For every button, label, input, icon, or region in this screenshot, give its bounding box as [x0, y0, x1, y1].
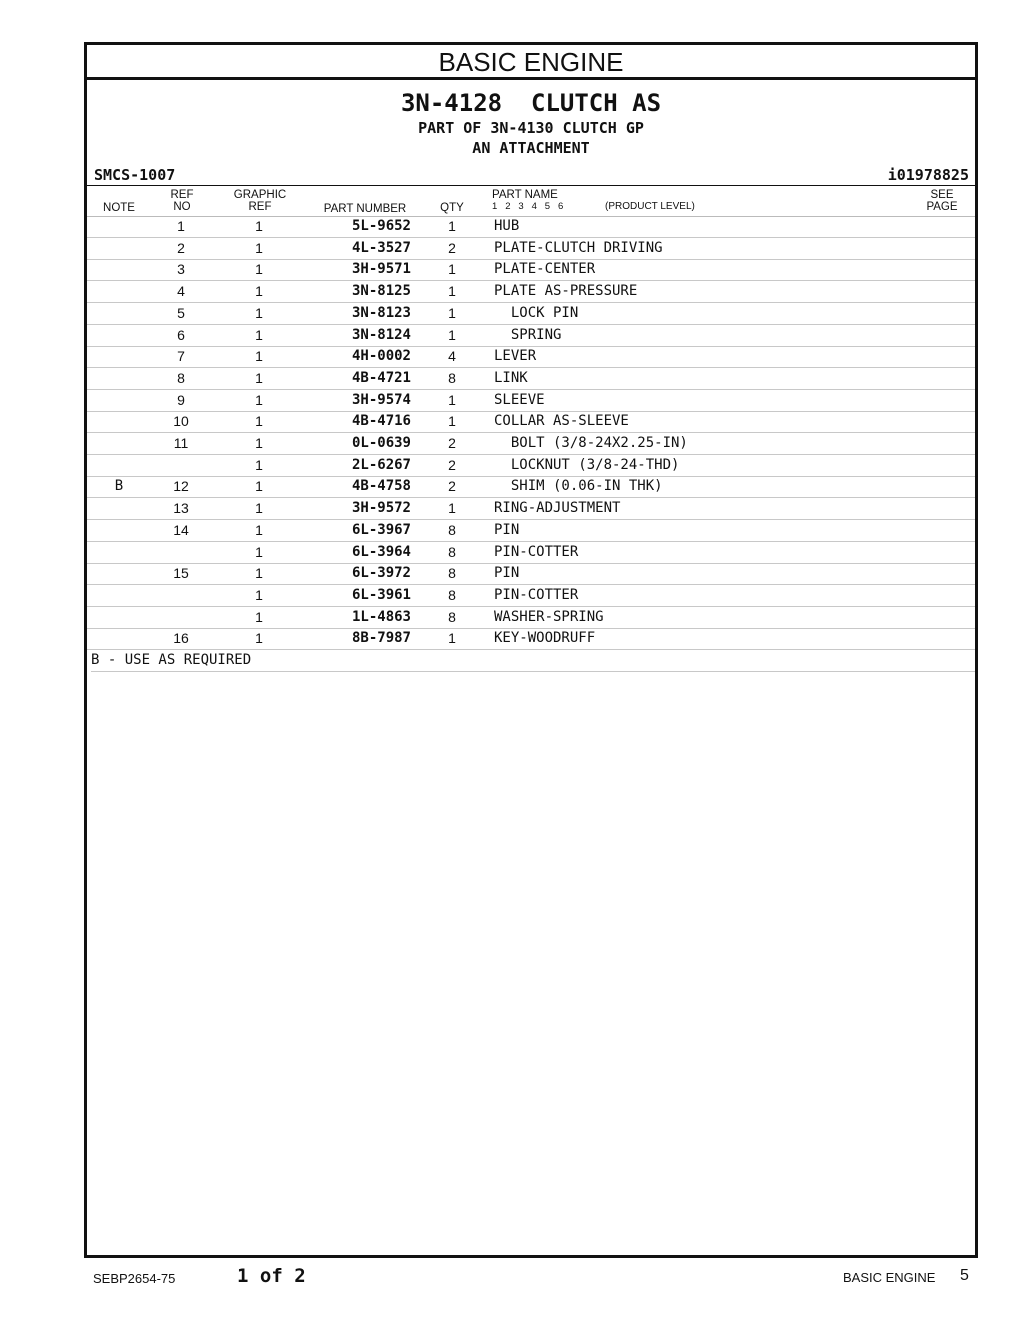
table-row: [87, 216, 975, 238]
row-ref-no: 12: [173, 478, 189, 495]
row-part-number: 4B-4758: [351, 478, 411, 495]
part-of-label: PART OF 3N-4130 CLUTCH GP: [418, 119, 644, 137]
row-part-name: SPRING: [494, 326, 562, 343]
row-ref-no: 14: [173, 521, 189, 538]
row-graphic-ref: 1: [255, 413, 263, 430]
row-part-name: SHIM (0.06-IN THK): [494, 478, 663, 495]
row-ref-no: 7: [177, 348, 185, 365]
col-graphic-bottom: REF: [248, 201, 272, 213]
row-part-name: PLATE-CLUTCH DRIVING: [494, 239, 663, 256]
row-qty: 1: [448, 630, 456, 647]
table-row: [87, 303, 975, 325]
row-qty: 1: [448, 500, 456, 517]
row-part-number: 3H-9571: [351, 261, 411, 278]
row-part-number: 3N-8124: [351, 326, 411, 343]
table-row: [87, 607, 975, 629]
smcs-code: SMCS-1007: [94, 166, 176, 184]
row-graphic-ref: 1: [255, 218, 263, 234]
row-graphic-ref: 1: [255, 456, 263, 473]
row-part-number: 6L-3967: [351, 521, 411, 538]
row-note: B: [114, 478, 124, 495]
row-part-number: 6L-3972: [351, 565, 411, 582]
row-graphic-ref: 1: [255, 304, 263, 321]
row-part-name: PIN-COTTER: [494, 586, 579, 603]
table-row: [87, 455, 975, 477]
row-qty: 8: [448, 521, 456, 538]
row-qty: 1: [448, 391, 456, 408]
row-graphic-ref: 1: [255, 239, 263, 256]
row-qty: 1: [448, 304, 456, 321]
row-ref-no: 10: [173, 413, 189, 430]
row-ref-no: 15: [173, 565, 189, 582]
col-part-name: PART NAME: [492, 189, 558, 201]
row-part-number: 3H-9574: [351, 391, 411, 408]
row-part-number: 6L-3964: [351, 543, 411, 560]
row-graphic-ref: 1: [255, 435, 263, 451]
row-part-number: 8B-7987: [351, 630, 411, 647]
row-qty: 4: [448, 348, 456, 365]
col-note: NOTE: [103, 202, 135, 214]
row-graphic-ref: 1: [255, 283, 263, 300]
row-graphic-ref: 1: [255, 586, 263, 603]
row-graphic-ref: 1: [255, 500, 263, 517]
row-ref-no: 1: [177, 218, 185, 234]
row-graphic-ref: 1: [255, 391, 263, 408]
row-qty: 1: [448, 326, 456, 343]
row-part-number: 4H-0002: [351, 348, 411, 365]
row-graphic-ref: 1: [255, 348, 263, 365]
col-see-bottom: PAGE: [926, 201, 958, 213]
col-graphic-top: GRAPHIC: [233, 189, 287, 201]
row-part-name: PLATE AS-PRESSURE: [494, 283, 638, 300]
table-row: [87, 563, 975, 585]
footnote: B - USE AS REQUIRED: [91, 650, 975, 672]
row-ref-no: 16: [173, 630, 189, 647]
row-ref-no: 5: [177, 304, 185, 321]
row-part-number: 4B-4721: [351, 369, 411, 386]
col-levels: 1 2 3 4 5 6: [492, 201, 564, 212]
row-part-number: 4L-3527: [351, 239, 411, 256]
row-part-name: LOCKNUT (3/8-24-THD): [494, 456, 680, 473]
row-qty: 8: [448, 608, 456, 625]
row-part-name: KEY-WOODRUFF: [494, 630, 596, 647]
row-part-name: RING-ADJUSTMENT: [494, 500, 621, 517]
row-part-name: LINK: [494, 369, 528, 386]
row-part-name: BOLT (3/8-24X2.25-IN): [494, 435, 688, 451]
col-ref-top: REF: [170, 189, 194, 201]
row-part-name: PLATE-CENTER: [494, 261, 596, 278]
row-ref-no: 3: [177, 261, 185, 278]
table-row: [87, 368, 975, 390]
row-part-name: LOCK PIN: [494, 304, 579, 321]
row-qty: 8: [448, 369, 456, 386]
col-ref-bottom: NO: [173, 201, 191, 213]
footer-page-number: 5: [960, 1267, 969, 1284]
row-graphic-ref: 1: [255, 608, 263, 625]
table-row: [87, 325, 975, 347]
page-frame: [84, 42, 978, 1258]
row-ref-no: 4: [177, 283, 185, 300]
row-qty: 2: [448, 239, 456, 256]
row-ref-no: 9: [177, 391, 185, 408]
table-row: [87, 411, 975, 433]
table-row: [87, 259, 975, 281]
col-see-top: SEE: [930, 189, 954, 201]
row-part-number: 3H-9572: [351, 500, 411, 517]
col-product-level: (PRODUCT LEVEL): [605, 201, 695, 212]
column-header: [87, 185, 975, 217]
row-part-name: LEVER: [494, 348, 537, 365]
section-title: BASIC ENGINE: [87, 45, 975, 80]
row-qty: 1: [448, 261, 456, 278]
document-identifier: i01978825: [887, 166, 969, 184]
row-part-number: 1L-4863: [351, 608, 411, 625]
table-row: [87, 476, 975, 498]
table-row: [87, 390, 975, 412]
part-title: 3N-4128 CLUTCH AS: [400, 89, 662, 117]
row-qty: 2: [448, 478, 456, 495]
row-graphic-ref: 1: [255, 478, 263, 495]
row-ref-no: 2: [177, 239, 185, 256]
footer-doc-id: SEBP2654-75: [93, 1271, 176, 1286]
row-graphic-ref: 1: [255, 326, 263, 343]
row-part-number: 2L-6267: [351, 456, 411, 473]
row-qty: 1: [448, 413, 456, 430]
row-graphic-ref: 1: [255, 543, 263, 560]
row-part-name: WASHER-SPRING: [494, 608, 604, 625]
table-row: [87, 542, 975, 564]
table-row: [87, 281, 975, 303]
row-part-name: SLEEVE: [494, 391, 545, 408]
row-qty: 1: [448, 283, 456, 300]
attachment-label: AN ATTACHMENT: [472, 139, 590, 157]
row-part-number: 5L-9652: [351, 218, 411, 234]
row-ref-no: 11: [173, 435, 189, 451]
col-qty: QTY: [440, 202, 464, 214]
table-row: [87, 238, 975, 260]
table-row: [87, 433, 975, 455]
row-part-name: COLLAR AS-SLEEVE: [494, 413, 629, 430]
row-qty: 8: [448, 565, 456, 582]
table-row: [87, 585, 975, 607]
row-qty: 2: [448, 435, 456, 451]
table-row: [87, 628, 975, 650]
row-part-name: PIN-COTTER: [494, 543, 579, 560]
row-ref-no: 6: [177, 326, 185, 343]
row-qty: 8: [448, 586, 456, 603]
table-row: [87, 498, 975, 520]
row-graphic-ref: 1: [255, 261, 263, 278]
table-row: [87, 520, 975, 542]
footer-page-of: 1 of 2: [237, 1265, 306, 1287]
row-part-name: PIN: [494, 521, 520, 538]
table-row: [87, 346, 975, 368]
row-graphic-ref: 1: [255, 630, 263, 647]
row-qty: 8: [448, 543, 456, 560]
row-part-number: 3N-8125: [351, 283, 411, 300]
row-part-number: 6L-3961: [351, 586, 411, 603]
row-part-name: PIN: [494, 565, 520, 582]
footer-section: BASIC ENGINE: [843, 1270, 936, 1285]
row-qty: 2: [448, 456, 456, 473]
row-part-number: 4B-4716: [351, 413, 411, 430]
row-ref-no: 8: [177, 369, 185, 386]
row-graphic-ref: 1: [255, 521, 263, 538]
row-part-number: 3N-8123: [351, 304, 411, 321]
row-part-number: 0L-0639: [351, 435, 411, 451]
row-ref-no: 13: [173, 500, 189, 517]
row-graphic-ref: 1: [255, 565, 263, 582]
row-qty: 1: [448, 218, 456, 234]
row-graphic-ref: 1: [255, 369, 263, 386]
row-part-name: HUB: [494, 218, 520, 234]
col-part-number: PART NUMBER: [323, 203, 407, 215]
